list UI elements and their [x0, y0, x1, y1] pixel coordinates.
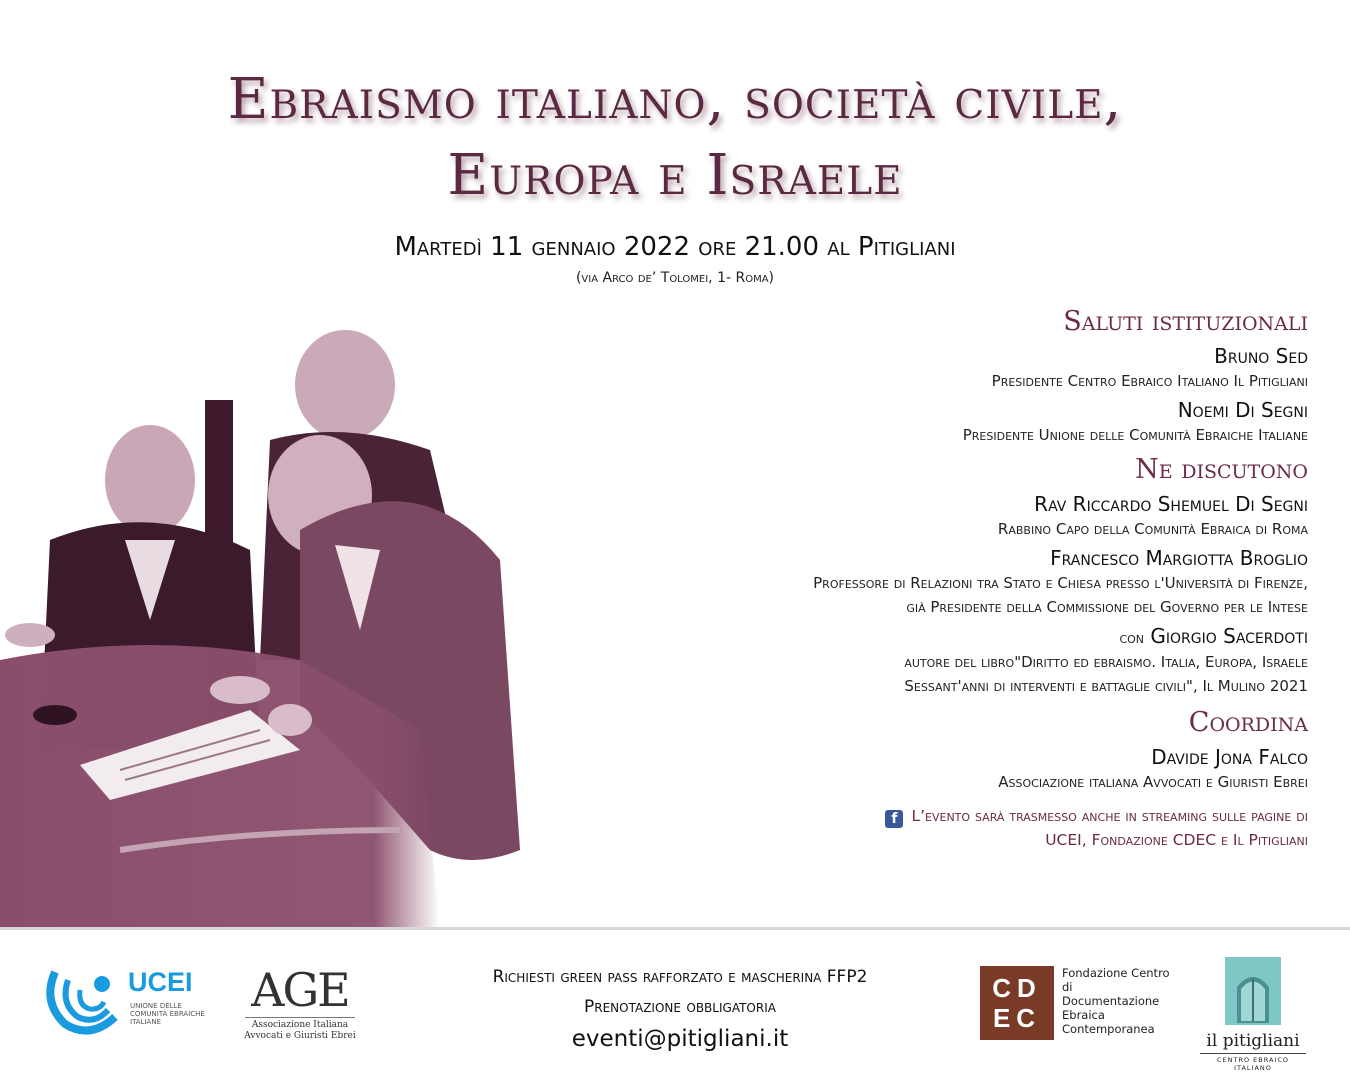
- cdec-name: Fondazione Centro di Documentazione Ebraica Contemporanea: [1062, 966, 1170, 1036]
- pitigliani-wordmark: il pitigliani: [1206, 1031, 1300, 1051]
- program: [548, 305, 1308, 852]
- moderator-name: Davide Jona Falco: [1151, 745, 1308, 769]
- booking-note: Prenotazione obbligatoria: [584, 997, 776, 1017]
- streaming-line-1: L’evento sarà trasmesso anche in streaming sulle pagine di: [911, 807, 1308, 825]
- speaker-role: Professore di Relazioni tra Stato e Chiesa presso l'Università di Firenze,: [813, 574, 1308, 592]
- ucei-wordmark: UCEI: [128, 967, 193, 997]
- ucei-logo: [40, 962, 210, 1042]
- guest-line: [548, 623, 1308, 650]
- cdec-mark: [980, 966, 1054, 1040]
- contact-email[interactable]: eventi@pitigliani.it: [571, 1026, 789, 1052]
- guest-prefix: con: [1119, 629, 1145, 647]
- cdec-mark-top: CD: [992, 973, 1042, 1003]
- ucei-subtitle: UNIONE DELLE COMUNITÀ EBRAICHE ITALIANE: [130, 1002, 205, 1026]
- speaker-name: Noemi Di Segni: [1177, 398, 1308, 422]
- ucei-swirl-icon: [40, 962, 130, 1042]
- streaming-line-2: UCEI, Fondazione CDEC e Il Pitigliani: [1045, 831, 1308, 849]
- facebook-icon[interactable]: f: [885, 810, 903, 828]
- speaker-role: Presidente Centro Ebraico Italiano Il Pitigliani: [991, 372, 1308, 390]
- age-logo: [235, 965, 365, 1045]
- section-discutono-heading: Ne discutono: [1135, 454, 1308, 485]
- age-divider: [245, 1017, 355, 1018]
- section-saluti-heading: Saluti istituzionali: [1063, 306, 1308, 337]
- age-wordmark: AGE: [251, 963, 349, 1017]
- chair-back: [205, 400, 233, 550]
- man-left-head: [105, 425, 195, 535]
- title-line-2: Europa e Israele: [447, 143, 903, 208]
- streaming-note: [548, 804, 1308, 828]
- speaker-name: Francesco Margiotta Broglio: [1050, 546, 1308, 570]
- cdec-mark-bottom: EC: [992, 1003, 1042, 1033]
- speaker-name: Bruno Sed: [1214, 344, 1308, 368]
- section-coordina-heading: Coordina: [1188, 707, 1308, 738]
- man-back-head: [295, 330, 395, 440]
- age-subtitle: Associazione Italiana Avvocati e Giuristi Ebrei: [244, 1020, 356, 1041]
- guest-role-continued: Sessant'anni di interventi e battaglie civili", Il Mulino 2021: [904, 677, 1308, 695]
- pitigliani-door-icon: [1221, 955, 1285, 1027]
- event-title: [0, 62, 1350, 214]
- guest-name: Giorgio Sacerdoti: [1150, 624, 1308, 648]
- footer-info: [400, 962, 960, 1056]
- footer-divider: [0, 927, 1350, 930]
- speaker-role: Rabbino Capo della Comunità Ebraica di Roma: [997, 520, 1308, 538]
- event-date: Martedì 11 gennaio 2022 ore 21.00 al Pitigliani: [394, 232, 956, 262]
- pitigliani-logo: [1192, 955, 1314, 1072]
- cdec-logo: [980, 966, 1170, 1046]
- guest-role: autore del libro"Diritto ed ebraismo. Italia, Europa, Israele: [904, 653, 1308, 671]
- requirements-note: Richiesti green pass rafforzato e mascherina FFP2: [492, 967, 868, 987]
- event-address: (via Arco de’ Tolomei, 1- Roma): [575, 270, 775, 286]
- speaker-role: Presidente Unione delle Comunità Ebraiche Italiane: [962, 426, 1308, 444]
- speaker-role-continued: già Presidente della Commissione del Governo per le Intese: [906, 598, 1308, 616]
- moderator-role: Associazione italiana Avvocati e Giuristi Ebrei: [998, 773, 1308, 791]
- speaker-name: Rav Riccardo Shemuel Di Segni: [1034, 492, 1308, 516]
- title-line-1: Ebraismo italiano, società civile,: [227, 67, 1123, 132]
- pitigliani-subtitle: CENTRO EBRAICO ITALIANO: [1200, 1053, 1306, 1072]
